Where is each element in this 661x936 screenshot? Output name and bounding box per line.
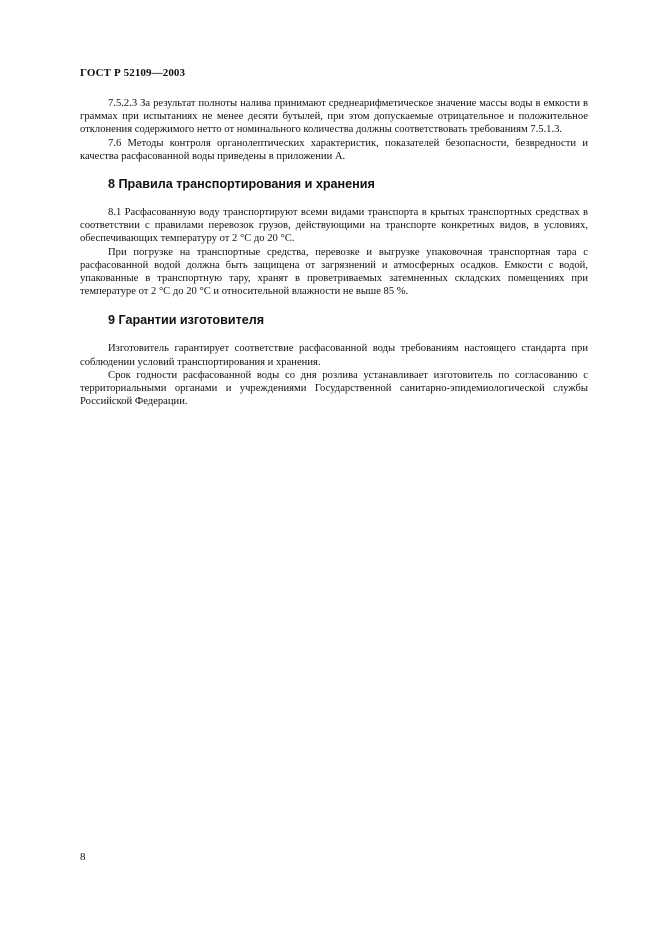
paragraph-8-1-loading: При погрузке на транспортные средства, перевозке и выгрузке упаковочная транспортная тара с расфасованной водой должна быть защищена от загрязнений и атмосферных осадков. Емкости с водой, упакованные в транспортную тару, хранят в проветриваемых затемненных складских помещениях при температуре от 2 °С до 20 °С и относительной влажности не выше 85 %.	[80, 246, 588, 298]
paragraph-9-shelf-life: Срок годности расфасованной воды со дня розлива устанавливает изготовитель по согласованию с территориальными органами и учреждениями Государственной санитарно-эпидемиологической службы Российской Федерации.	[80, 369, 588, 408]
section-8-heading: 8 Правила транспортирования и хранения	[108, 177, 375, 192]
document-header-code: ГОСТ Р 52109—2003	[80, 67, 186, 79]
paragraph-7-6: 7.6 Методы контроля органолептических характеристик, показателей безопасности, безвредности и качества расфасованной воды приведены в приложении А.	[80, 137, 588, 162]
paragraph-8-1: 8.1 Расфасованную воду транспортируют всеми видами транспорта в крытых транспортных средствах в соответствии с правилами перевозок грузов, действующими на транспорте конкретных видов, в условиях, обеспечивающих температуру от 2 °С до 20 °С.	[80, 207, 588, 245]
page-number: 8	[80, 851, 86, 863]
document-body	[80, 97, 588, 408]
paragraph-9-guarantee: Изготовитель гарантирует соответствие расфасованной воды требованиям настоящего стандарта при соблюдении условий транспортирования и хранения.	[80, 343, 588, 368]
paragraph-7-5-2-3: 7.5.2.3 За результат полноты налива принимают среднеарифметическое значение массы воды в емкости в граммах при испытаниях не менее десяти бутылей, при этом допускаемые отрицательное и положительное отклонения содержимого нетто от номинального количества должны соответствовать требованиям 7.5.1.3.	[80, 98, 588, 136]
section-9-heading: 9 Гарантии изготовителя	[108, 313, 265, 328]
